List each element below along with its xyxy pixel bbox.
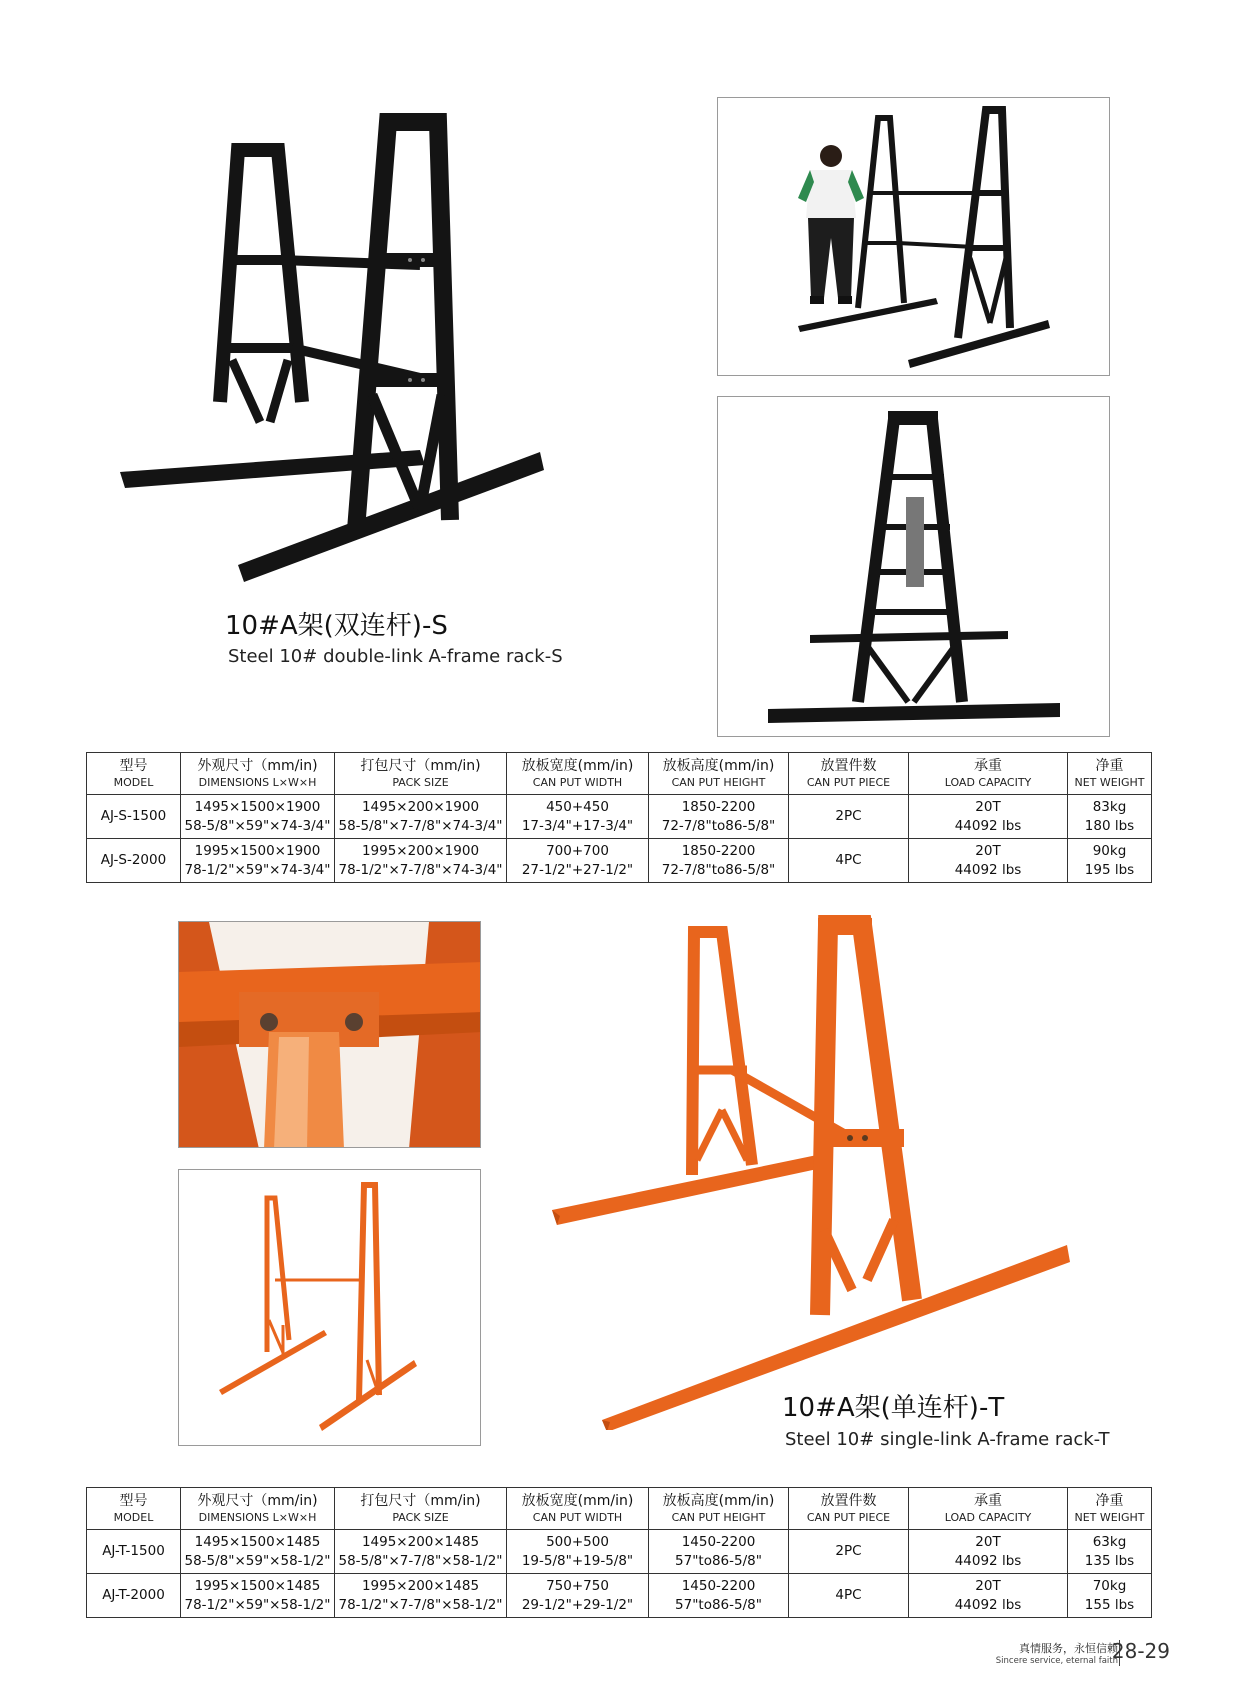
- header-load-capacity: 承重 LOAD CAPACITY: [909, 1488, 1068, 1530]
- header-net-weight: 净重 NET WEIGHT: [1068, 1488, 1152, 1530]
- table-row: AJ-S-2000 1995×1500×1900 78-1/2"×59"×74-3/4" 1995×200×1900 78-1/2"×7-7/8"×74-3/4" 700+700 27-1/2"+27-1/2" 1850-2200 72-7/8"to86-5/8" 4PC 20T 44092 lbs 90kg 195 lbs: [87, 839, 1152, 883]
- table-row: AJ-T-2000 1995×1500×1485 78-1/2"×59"×58-1/2" 1995×200×1485 78-1/2"×7-7/8"×58-1/2" 750+750 29-1/2"+29-1/2" 1450-2200 57"to86-5/8" 4PC 20T 44092 lbs 70kg 155 lbs: [87, 1574, 1152, 1618]
- header-put-width: 放板宽度(mm/in) CAN PUT WIDTH: [507, 753, 649, 795]
- orange-rack-hero-image: [552, 910, 1072, 1430]
- rack-s-title-en: Steel 10# double-link A-frame rack-S: [228, 646, 563, 667]
- rack-t-title-cn: 10#A架(单连杆)-T: [782, 1393, 1005, 1423]
- header-put-width: 放板宽度(mm/in) CAN PUT WIDTH: [507, 1488, 649, 1530]
- rack-s-scale-photo: [717, 97, 1110, 376]
- header-put-piece: 放置件数 CAN PUT PIECE: [789, 1488, 909, 1530]
- rack-t-title-en: Steel 10# single-link A-frame rack-T: [785, 1429, 1110, 1450]
- footer-slogan-en: Sincere service, eternal faith: [995, 1656, 1118, 1666]
- header-dimensions: 外观尺寸（mm/in) DIMENSIONS L×W×H: [181, 753, 335, 795]
- rack-t-spec-table: [86, 1487, 1152, 1618]
- rack-t-closeup-photo: [178, 921, 481, 1148]
- rack-t-side-photo: [178, 1169, 481, 1446]
- rack-s-title-cn: 10#A架(双连杆)-S: [225, 611, 448, 641]
- table-header-row: [87, 753, 1152, 795]
- header-pack-size: 打包尺寸（mm/in) PACK SIZE: [335, 1488, 507, 1530]
- header-dimensions: 外观尺寸（mm/in) DIMENSIONS L×W×H: [181, 1488, 335, 1530]
- header-pack-size: 打包尺寸（mm/in) PACK SIZE: [335, 753, 507, 795]
- header-model: 型号 MODEL: [87, 753, 181, 795]
- header-model: 型号 MODEL: [87, 1488, 181, 1530]
- table-header-row: [87, 1488, 1152, 1530]
- header-put-piece: 放置件数 CAN PUT PIECE: [789, 753, 909, 795]
- person-figure: [798, 145, 864, 304]
- header-net-weight: 净重 NET WEIGHT: [1068, 753, 1152, 795]
- header-load-capacity: 承重 LOAD CAPACITY: [909, 753, 1068, 795]
- rack-s-front-photo: [717, 396, 1110, 737]
- header-put-height: 放板高度(mm/in) CAN PUT HEIGHT: [649, 753, 789, 795]
- table-row: AJ-S-1500 1495×1500×1900 58-5/8"×59"×74-3/4" 1495×200×1900 58-5/8"×7-7/8"×74-3/4" 450+450 17-3/4"+17-3/4" 1850-2200 72-7/8"to86-5/8" 2PC 20T 44092 lbs 83kg 180 lbs: [87, 795, 1152, 839]
- table-row: AJ-T-1500 1495×1500×1485 58-5/8"×59"×58-1/2" 1495×200×1485 58-5/8"×7-7/8"×58-1/2" 500+500 19-5/8"+19-5/8" 1450-2200 57"to86-5/8" 2PC 20T 44092 lbs 63kg 135 lbs: [87, 1530, 1152, 1574]
- header-put-height: 放板高度(mm/in) CAN PUT HEIGHT: [649, 1488, 789, 1530]
- footer-slogan-cn: 真情服务，永恒信赖: [1019, 1642, 1118, 1655]
- page-number: 28-29: [1111, 1639, 1170, 1663]
- footer: [960, 1638, 1170, 1678]
- rack-s-spec-table: [86, 752, 1152, 883]
- black-rack-hero-image: [120, 110, 560, 590]
